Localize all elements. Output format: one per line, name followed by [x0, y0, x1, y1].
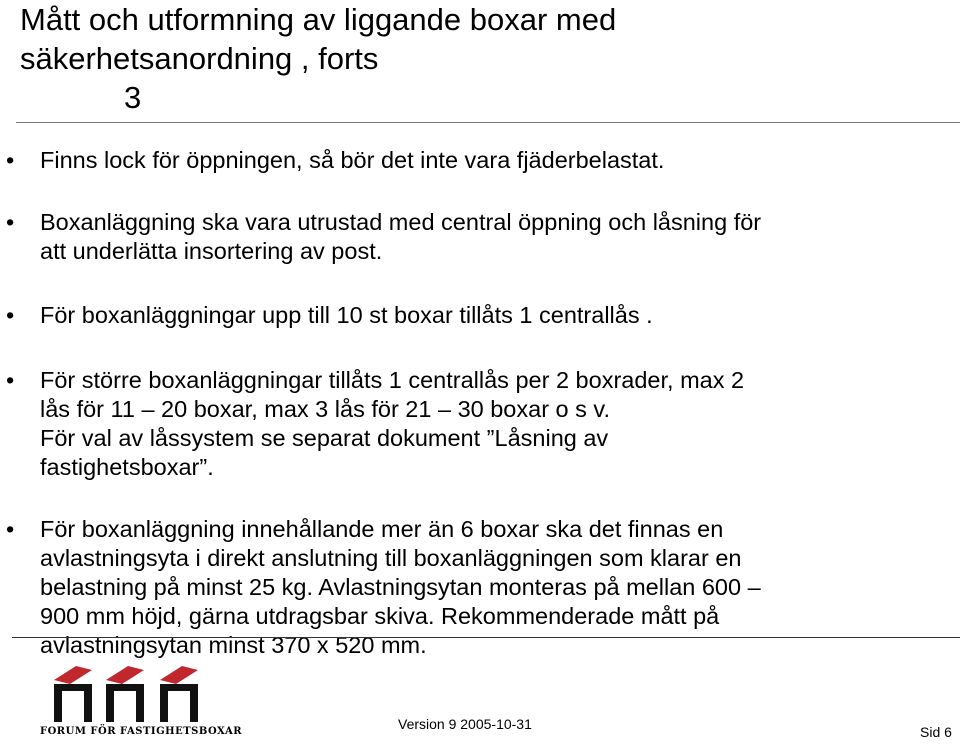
bullet-line: avlastningsytan minst 370 x 520 mm.: [40, 632, 427, 658]
footer-divider: [12, 637, 960, 638]
title-line-2: säkerhetsanordning , forts: [20, 41, 379, 76]
bullet-line: 900 mm höjd, gärna utdragsbar skiva. Rekommenderade mått på: [40, 603, 720, 629]
forum-logo-icon: [40, 664, 240, 724]
bullet-line: • Finns lock för öppningen, så bör det inte vara fjäderbelastat.: [40, 147, 665, 173]
bullet-line: • För större boxanläggningar tillåts 1 centrallås per 2 boxrader, max 2: [40, 367, 745, 393]
title-line-3: 3: [124, 80, 142, 115]
logo-text: FORUM FÖR FASTIGHETSBOXAR: [40, 726, 243, 737]
bullet-line: För val av låssystem se separat dokument ”Låsning av: [40, 425, 609, 451]
bullet-line: belastning på minst 25 kg. Avlastningsytan monteras på mellan 600 –: [40, 574, 761, 600]
bullet-item-3: [40, 301, 945, 330]
bullet-line: • För boxanläggning innehållande mer än 6 boxar ska det finnas en: [40, 516, 724, 542]
title-divider: [16, 122, 960, 123]
bullet-line: avlastningsyta i direkt anslutning till boxanläggningen som klarar en: [40, 545, 742, 571]
bullet-item-4: [40, 366, 945, 482]
slide-title: [20, 0, 920, 117]
bullet-item-1: [40, 146, 945, 175]
page-number: Sid 6: [920, 724, 952, 740]
bullet-item-5: [40, 515, 945, 660]
bullet-item-2: [40, 208, 945, 266]
title-line-1: Mått och utformning av liggande boxar med: [20, 2, 617, 37]
version-label: Version 9 2005-10-31: [398, 716, 532, 732]
bullet-line: fastighetsboxar”.: [40, 454, 214, 480]
bullet-line: • För boxanläggningar upp till 10 st boxar tillåts 1 centrallås .: [40, 302, 653, 328]
bullet-line: lås för 11 – 20 boxar, max 3 lås för 21 – 30 boxar o s v.: [40, 396, 610, 422]
bullet-line: att underlätta insortering av post.: [40, 238, 383, 264]
bullet-line: • Boxanläggning ska vara utrustad med central öppning och låsning för: [40, 209, 762, 235]
